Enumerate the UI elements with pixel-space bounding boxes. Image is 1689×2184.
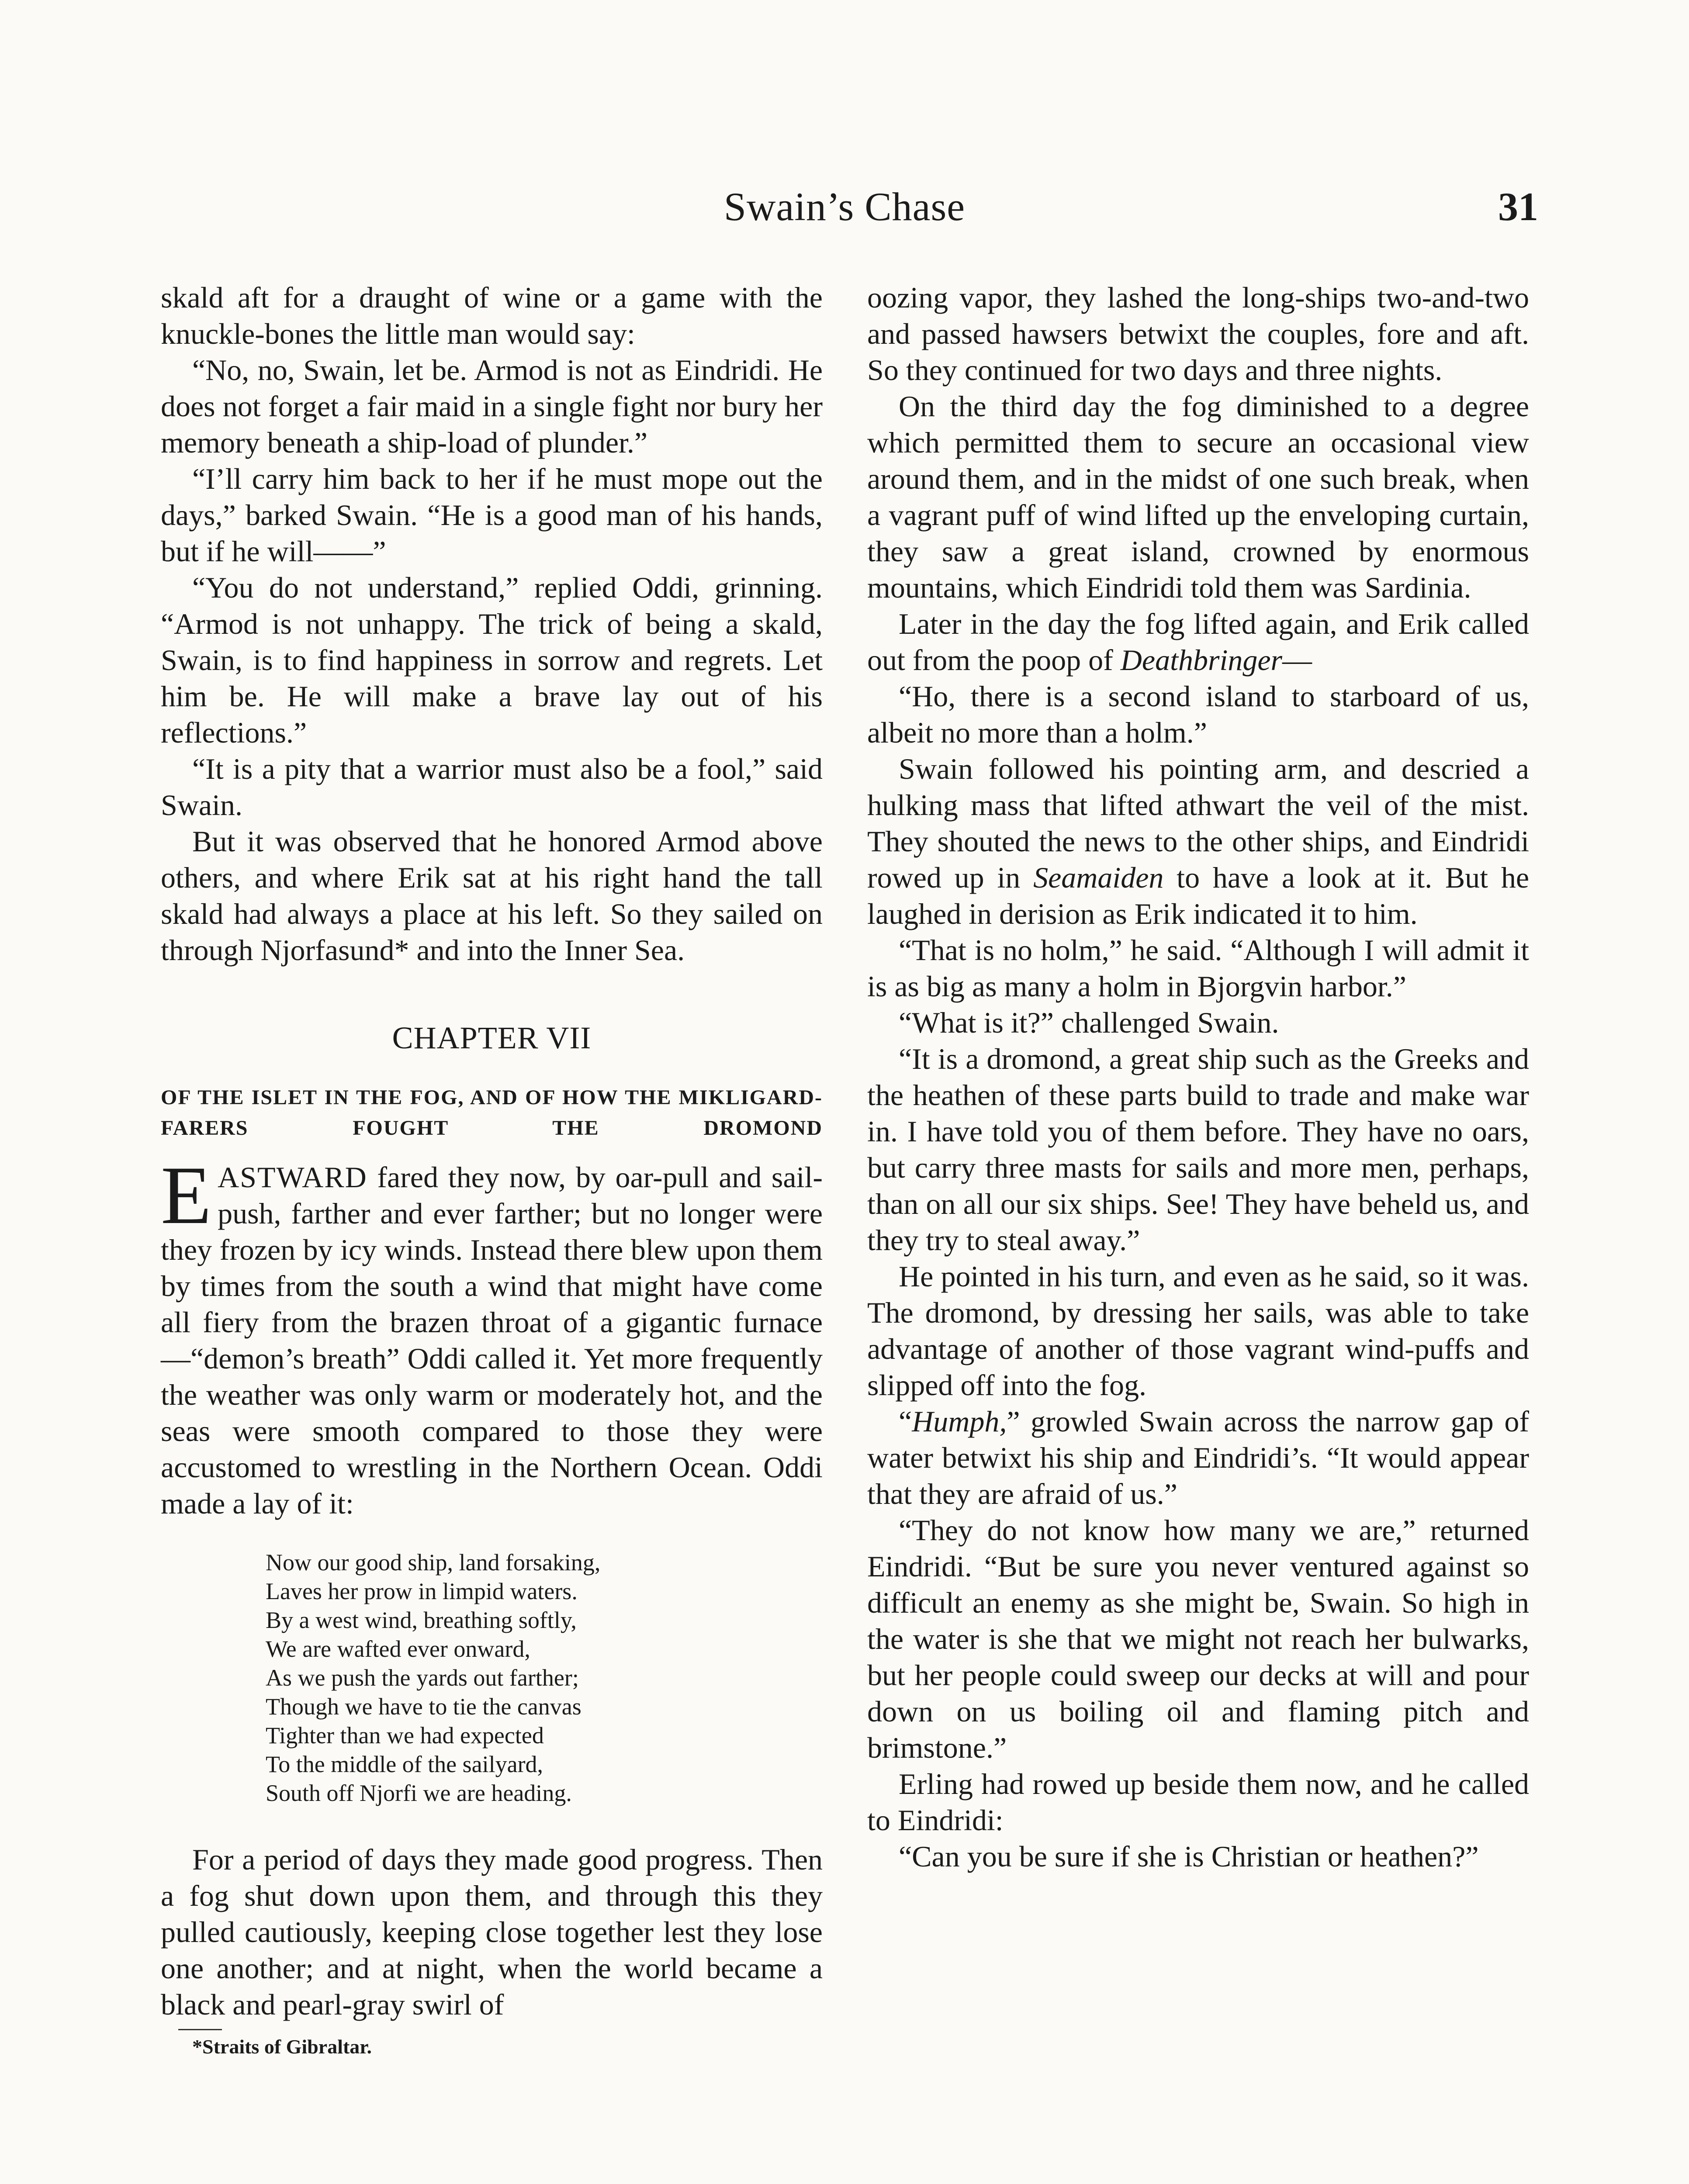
italic-word: Humph, (912, 1405, 1007, 1438)
ship-name: Seamaiden (1033, 861, 1164, 894)
poem-line: South off Njorfi we are heading. (266, 1780, 572, 1806)
paragraph: “That is no holm,” he said. “Although I will admit it is as big as many a holm in Bjorgvin harbor.” (867, 933, 1529, 1003)
chapter-opening-paragraph (161, 1150, 823, 1522)
text-run: Later in the day the fog lifted again, and Erik called out from the poop of (867, 607, 1529, 677)
poem (266, 1548, 823, 1807)
text-run: ” growled Swain across the narrow gap of water betwixt his ship and Eindridi’s. “It would appear that they are afraid of us.” (867, 1405, 1529, 1510)
running-header-title: Swain’s Chase (723, 184, 966, 229)
text-run: to have a look at it. But he laughed in derision as Erik indicated it to him. (867, 861, 1529, 930)
paragraph: “No, no, Swain, let be. Armod is not as Eindridi. He does not forget a fair maid in a single fight nor bury her memory beneath a ship-load of plunder.” (161, 353, 823, 459)
drop-cap: E (161, 1150, 212, 1241)
paragraph: “What is it?” challenged Swain. (899, 1006, 1279, 1039)
paragraph: “You do not understand,” replied Oddi, grinning. “Armod is not unhappy. The trick of being a skald, Swain, is to find happiness in sorrow and regrets. Let him be. He will make a brave lay out of his reflections.” (161, 571, 823, 749)
poem-line: We are wafted ever onward, (266, 1636, 530, 1662)
paragraph: skald aft for a draught of wine or a game with the knuckle-bones the little man would say: (161, 281, 823, 350)
poem-line: To the middle of the sailyard, (266, 1751, 543, 1777)
paragraph: “I’ll carry him back to her if he must mope out the days,” barked Swain. “He is a good man of his hands, but if he will——” (161, 462, 823, 568)
paragraph: He pointed in his turn, and even as he said, so it was. The dromond, by dressing her sails, was able to take advantage of another of those vagrant wind-puffs and slipped off into the fog. (867, 1260, 1529, 1402)
paragraph: “They do not know how many we are,” returned Eindridi. “But be sure you never ventured against so difficult an enemy as she might be, Swain. So high in the water is she that we might not reach her bulwarks, but her people could sweep our decks at will and pour down on us boiling oil and flaming pitch and brimstone.” (867, 1514, 1529, 1764)
left-column (161, 280, 823, 2059)
poem-line: Though we have to tie the canvas (266, 1693, 581, 1720)
paragraph: “It is a pity that a warrior must also be a fool,” said Swain. (161, 752, 823, 822)
paragraph: Erling had rowed up beside them now, and he called to Eindridi: (867, 1767, 1529, 1837)
chapter-heading: CHAPTER VII (392, 1020, 592, 1055)
poem-line: By a west wind, breathing softly, (266, 1607, 577, 1633)
poem-line: Tighter than we had expected (266, 1722, 544, 1749)
footnote-divider (178, 2029, 222, 2030)
poem-line: As we push the yards out farther; (266, 1665, 579, 1691)
paragraph: “It is a dromond, a great ship such as the Greeks and the heathen of these parts build to trade and make war in. I have told you of them before. They have no oars, but carry three masts for sails and more men, perhaps, than on all our six ships. See! They have beheld us, and they try to steal away.” (867, 1042, 1529, 1257)
paragraph (867, 1403, 1529, 1512)
right-column (867, 280, 1529, 1875)
paragraph: “Can you be sure if she is Christian or heathen?” (899, 1840, 1479, 1873)
opening-text: fared they now, by oar-pull and sail-push, farther and ever farther; but no longer were they frozen by icy winds. Instead there blew upon them by times from the south a wind that might have come all fiery from the brazen throat of a gigantic furnace—“demon’s breath” Oddi called it. Yet more frequently the weather was only warm or moderately hot, and the seas were smooth compared to those they were accustomed to wrestling in the Northern Ocean. Oddi made a lay of it: (161, 1161, 823, 1520)
paragraph: “Ho, there is a second island to starboard of us, albeit no more than a holm.” (867, 680, 1529, 749)
paragraph: For a period of days they made good progress. Then a fog shut down upon them, and through this they pulled cautiously, keeping close together lest they lose one another; and at night, when the world became a black and pearl-gray swirl of (161, 1843, 823, 2021)
footnote: *Straits of Gibraltar. (192, 2035, 372, 2058)
text-run: Swain followed his pointing arm, and descried a hulking mass that lifted athwart the veil of the mist. They shouted the news to the other ships, and Eindridi rowed up in (867, 752, 1529, 894)
poem-line: Now our good ship, land forsaking, (266, 1549, 601, 1576)
chapter-subtitle: OF THE ISLET IN THE FOG, AND OF HOW THE MIKLIGARD-FARERS FOUGHT THE DROMOND (161, 1086, 823, 1140)
paragraph (867, 606, 1529, 678)
poem-line: Laves her prow in limpid waters. (266, 1578, 578, 1604)
paragraph: On the third day the fog diminished to a degree which permitted them to secure an occasional view around them, and in the midst of one such break, when a vagrant puff of wind lifted up the enveloping curtain, they saw a great island, crowned by enormous mountains, which Eindridi told them was Sardinia. (867, 390, 1529, 604)
opening-first-word: ASTWARD (218, 1161, 367, 1194)
ship-name: Deathbringer (1120, 643, 1282, 677)
text-run: — (1282, 643, 1312, 677)
paragraph: oozing vapor, they lashed the long-ships two-and-two and passed hawsers betwixt the couples, fore and aft. So they continued for two days and three nights. (867, 281, 1529, 387)
paragraph: But it was observed that he honored Armod above others, and where Erik sat at his right hand the tall skald had always a place at his left. So they sailed on through Njorfasund* and into the Inner Sea. (161, 825, 823, 967)
page-number: 31 (1498, 184, 1538, 229)
text-run: “ (899, 1405, 912, 1438)
paragraph (867, 751, 1529, 932)
